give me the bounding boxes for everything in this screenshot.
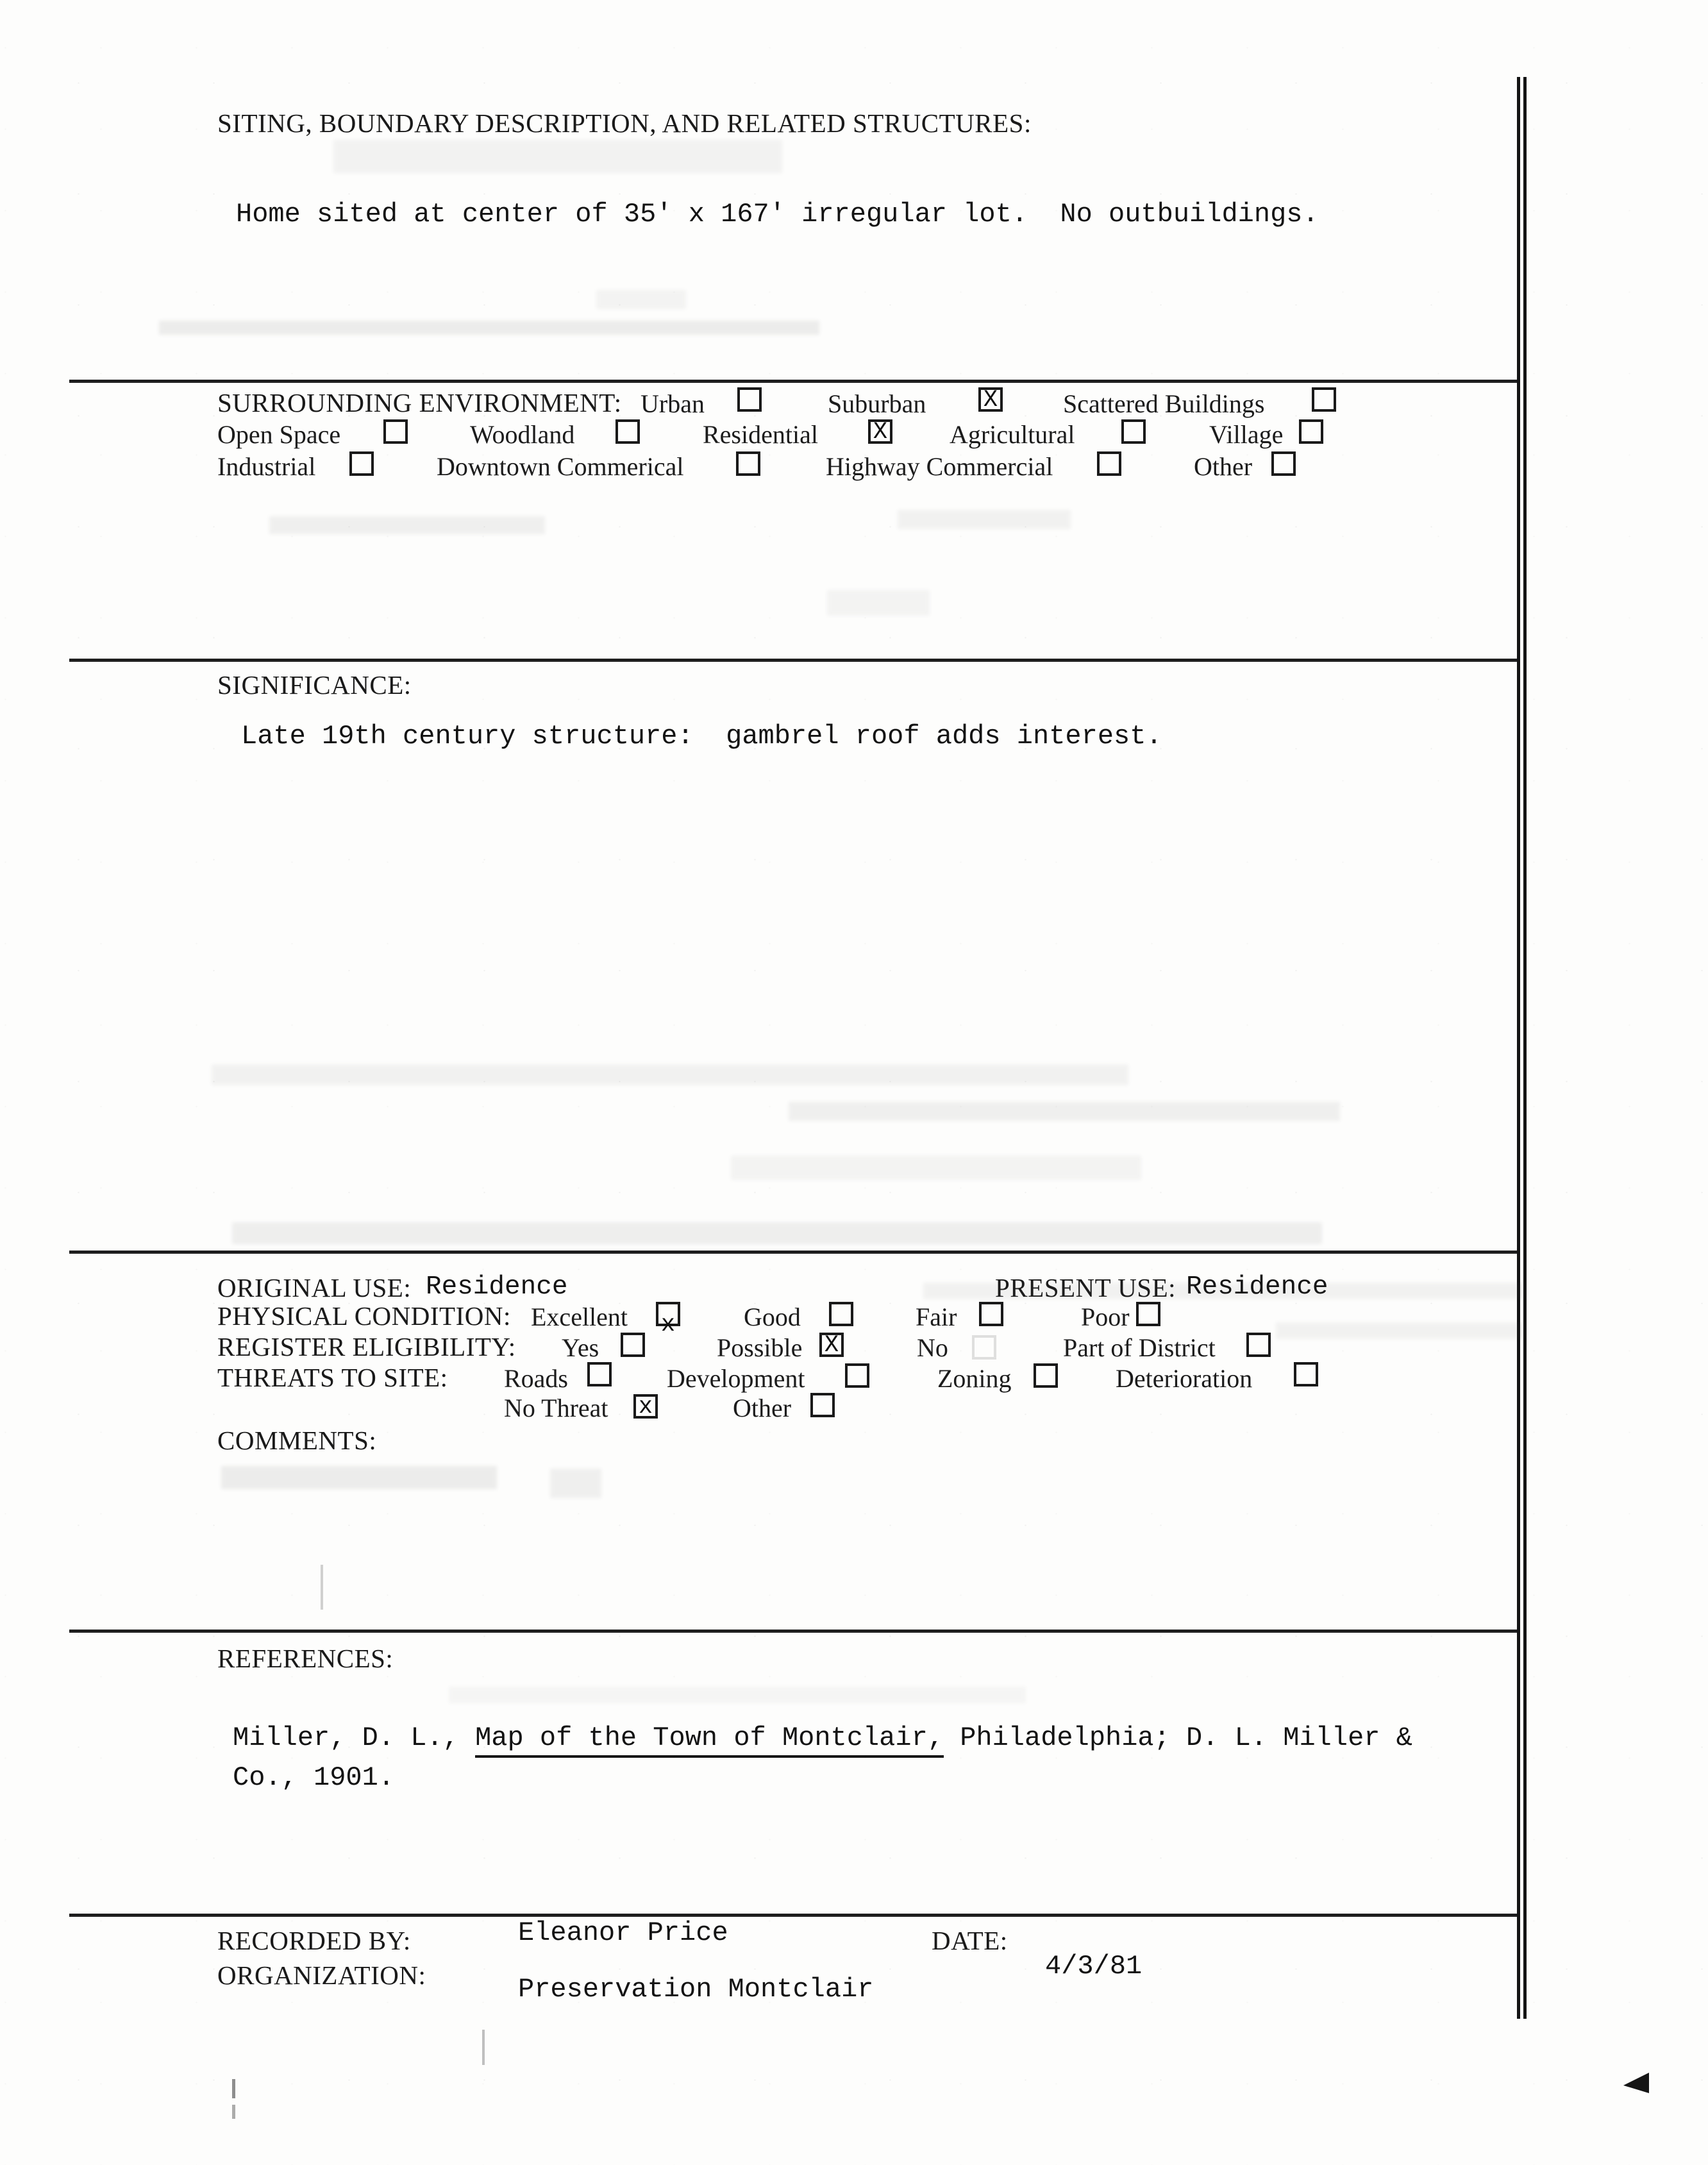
organization-value: Preservation Montclair: [518, 1974, 874, 2005]
scan-smudge: [449, 1687, 1026, 1703]
scan-smudge: [333, 140, 782, 173]
threats-row-2: [0, 1392, 1708, 1425]
surrounding-environment-row-2: [0, 418, 1708, 451]
section-divider: [69, 659, 1518, 662]
option-urban-label: Urban: [640, 389, 705, 418]
checkbox-residential: X: [868, 419, 892, 444]
citation-publisher: Philadelphia; D. L. Miller &: [943, 1723, 1412, 1753]
organization-label: ORGANIZATION:: [217, 1960, 426, 1990]
physical-condition-label: PHYSICAL CONDITION:: [217, 1301, 511, 1331]
scan-smudge: [159, 321, 819, 335]
option-downtown-commercial-label: Downtown Commerical: [437, 452, 684, 481]
scan-artifact-tick: [232, 2079, 235, 2098]
option-suburban-label: Suburban: [828, 389, 926, 418]
recorded-by-label: RECORDED BY:: [217, 1926, 411, 1955]
checkbox-poor: [1136, 1302, 1160, 1326]
checkbox-roads: [587, 1362, 612, 1386]
scan-smudge: [898, 510, 1071, 529]
checkbox-development: [845, 1363, 869, 1388]
option-village-label: Village: [1209, 420, 1284, 449]
option-part-of-district-label: Part of District: [1063, 1333, 1216, 1362]
register-eligibility-row: [0, 1331, 1708, 1365]
option-open-space-label: Open Space: [217, 420, 341, 449]
option-woodland-label: Woodland: [470, 420, 575, 449]
significance-text: Late 19th century structure: gambrel roof adds interest.: [241, 721, 1162, 752]
option-other-environment-label: Other: [1194, 452, 1253, 481]
citation-title-underlined: Map of the Town of Montclair,: [475, 1723, 944, 1758]
option-agricultural-label: Agricultural: [950, 420, 1075, 449]
reference-citation-line-2: Co., 1901.: [233, 1762, 395, 1793]
section-divider: [69, 1251, 1518, 1254]
option-yes-label: Yes: [562, 1333, 599, 1362]
option-possible-label: Possible: [717, 1333, 803, 1362]
option-residential-label: Residential: [703, 420, 818, 449]
option-no-threat-label: No Threat: [504, 1394, 608, 1422]
original-use-value: Residence: [426, 1272, 568, 1302]
scan-artifact-tick: [321, 1565, 323, 1610]
checkbox-fair: [979, 1302, 1003, 1326]
checkbox-no-threat: x: [633, 1394, 658, 1419]
option-deterioration-label: Deterioration: [1116, 1364, 1253, 1393]
recorded-by-value: Eleanor Price: [518, 1917, 728, 1948]
checkbox-suburban: X: [978, 387, 1003, 412]
scan-smudge: [232, 1222, 1322, 1244]
option-zoning-label: Zoning: [937, 1364, 1012, 1393]
surrounding-environment-row-1: [0, 387, 1708, 421]
reference-citation-line-1: [233, 1723, 1412, 1753]
option-no-label: No: [917, 1333, 948, 1362]
checkbox-highway-commercial: [1097, 451, 1121, 476]
threats-to-site-label: THREATS TO SITE:: [217, 1363, 448, 1392]
checkbox-open-space: [383, 419, 408, 444]
surrounding-environment-row-3: [0, 450, 1708, 484]
option-development-label: Development: [667, 1364, 805, 1393]
citation-author: Miller, D. L.,: [233, 1723, 476, 1753]
significance-section-heading: SIGNIFICANCE:: [217, 670, 412, 700]
date-label: DATE:: [932, 1926, 1008, 1955]
checkbox-zoning: [1034, 1363, 1058, 1388]
checkbox-urban: [737, 387, 762, 412]
threats-row-1: [0, 1362, 1708, 1395]
surrounding-environment-label: SURROUNDING ENVIRONMENT:: [217, 388, 622, 417]
siting-section-heading: SITING, BOUNDARY DESCRIPTION, AND RELATED STRUCTURES:: [217, 108, 1032, 138]
scan-artifact-tick: [482, 2030, 485, 2065]
present-use-value: Residence: [1186, 1272, 1328, 1302]
scan-smudge: [212, 1065, 1128, 1085]
siting-description-text: Home sited at center of 35' x 167' irregular lot. No outbuildings.: [236, 199, 1319, 230]
register-eligibility-label: REGISTER ELIGIBILITY:: [217, 1332, 516, 1361]
checkbox-possible: X: [819, 1333, 844, 1357]
section-divider: [69, 380, 1518, 383]
option-other-threat-label: Other: [733, 1394, 792, 1422]
comments-label: COMMENTS:: [217, 1426, 377, 1455]
checkbox-no: [972, 1335, 996, 1360]
original-use-label: ORIGINAL USE:: [217, 1273, 412, 1302]
scan-artifact-tick: [232, 2105, 235, 2119]
scan-smudge: [221, 1466, 497, 1489]
date-value: 4/3/81: [1045, 1951, 1143, 1982]
checkbox-agricultural: [1121, 419, 1146, 444]
option-fair-label: Fair: [916, 1302, 957, 1331]
checkbox-deterioration: [1294, 1362, 1318, 1386]
section-divider: [69, 1630, 1518, 1633]
option-scattered-buildings-label: Scattered Buildings: [1063, 389, 1265, 418]
option-highway-commercial-label: Highway Commercial: [826, 452, 1053, 481]
page-edge-double-line: [1517, 77, 1527, 2019]
checkbox-other-environment: [1271, 451, 1296, 476]
checkbox-industrial: [349, 451, 374, 476]
scan-smudge: [550, 1469, 601, 1498]
checkbox-village: [1299, 419, 1323, 444]
references-section-heading: REFERENCES:: [217, 1644, 394, 1673]
option-roads-label: Roads: [504, 1364, 568, 1393]
checkbox-good: [829, 1302, 853, 1326]
scan-smudge: [596, 290, 686, 309]
checkbox-downtown-commercial: [736, 451, 760, 476]
checkbox-yes: [621, 1333, 645, 1357]
scan-smudge: [731, 1156, 1141, 1180]
section-divider: [69, 1914, 1518, 1917]
checkbox-other-threat: [810, 1393, 835, 1417]
checkbox-woodland: [615, 419, 640, 444]
scan-smudge: [269, 516, 545, 534]
option-poor-label: Poor: [1081, 1302, 1130, 1331]
checkbox-part-of-district: [1246, 1333, 1271, 1357]
corner-arrow-mark: [1623, 2073, 1649, 2093]
option-industrial-label: Industrial: [217, 452, 316, 481]
checkbox-scattered-buildings: [1312, 387, 1336, 412]
present-use-label: PRESENT USE:: [995, 1273, 1176, 1302]
option-good-label: Good: [744, 1302, 801, 1331]
option-excellent-label: Excellent: [531, 1302, 628, 1331]
checkbox-excellent: x: [656, 1302, 680, 1326]
physical-condition-row: [0, 1301, 1708, 1338]
scan-smudge: [789, 1102, 1340, 1121]
scan-smudge: [827, 590, 930, 616]
